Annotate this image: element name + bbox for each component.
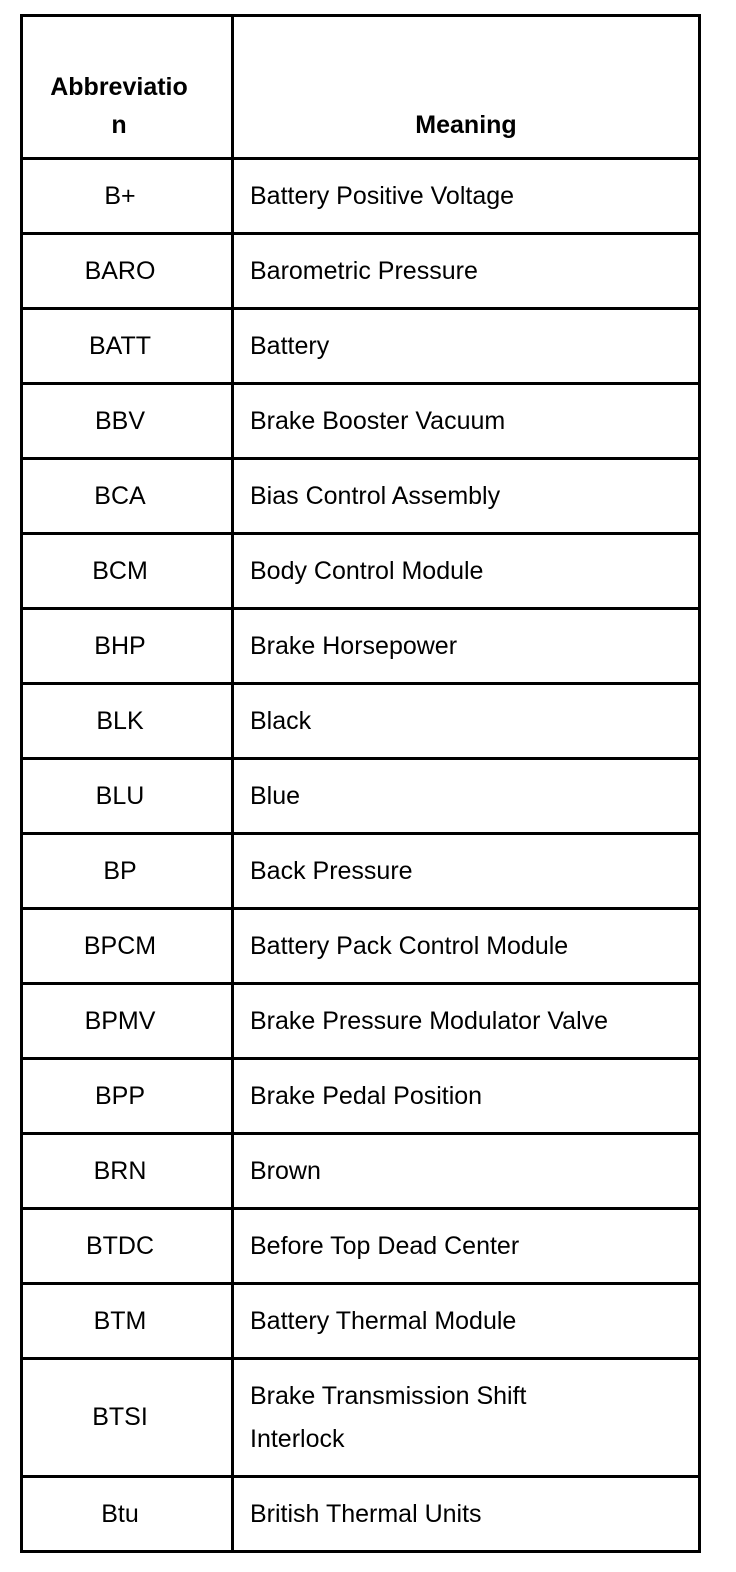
table-row — [22, 1477, 700, 1552]
abbreviation-cell: BTSI — [22, 1359, 233, 1477]
abbreviation-cell: BCA — [22, 459, 233, 534]
table-row — [22, 984, 700, 1059]
table-row — [22, 684, 700, 759]
abbreviation-cell: B+ — [22, 159, 233, 234]
abbreviation-cell: BTM — [22, 1284, 233, 1359]
table-header-row — [22, 16, 700, 159]
meaning-cell: Barometric Pressure — [233, 234, 700, 309]
abbreviation-cell: BPCM — [22, 909, 233, 984]
meaning-cell: Blue — [233, 759, 700, 834]
meaning-cell: Black — [233, 684, 700, 759]
meaning-cell: Brake Horsepower — [233, 609, 700, 684]
meaning-cell: Brake Pressure Modulator Valve — [233, 984, 700, 1059]
table-row — [22, 759, 700, 834]
meaning-column-header: Meaning — [233, 16, 700, 159]
meaning-cell: Battery Positive Voltage — [233, 159, 700, 234]
abbreviation-cell: BPMV — [22, 984, 233, 1059]
meaning-cell: Brake Pedal Position — [233, 1059, 700, 1134]
abbreviation-cell: BATT — [22, 309, 233, 384]
meaning-cell: Bias Control Assembly — [233, 459, 700, 534]
meaning-cell: Battery Pack Control Module — [233, 909, 700, 984]
meaning-cell: Brown — [233, 1134, 700, 1209]
abbreviation-cell: BCM — [22, 534, 233, 609]
table-row — [22, 909, 700, 984]
table-row — [22, 459, 700, 534]
abbreviation-cell: BP — [22, 834, 233, 909]
abbreviation-table — [20, 14, 701, 1553]
table-row — [22, 1134, 700, 1209]
table-row — [22, 384, 700, 459]
abbreviation-cell: BHP — [22, 609, 233, 684]
abbreviation-column-header: Abbreviation — [22, 16, 233, 159]
table-row — [22, 159, 700, 234]
abbreviation-cell: BRN — [22, 1134, 233, 1209]
meaning-cell: Battery — [233, 309, 700, 384]
meaning-cell: Body Control Module — [233, 534, 700, 609]
table-row — [22, 1359, 700, 1477]
table-row — [22, 834, 700, 909]
table-row — [22, 1059, 700, 1134]
table-row — [22, 234, 700, 309]
abbreviation-cell: BARO — [22, 234, 233, 309]
table-body — [22, 159, 700, 1552]
table-row — [22, 534, 700, 609]
table-row — [22, 1284, 700, 1359]
meaning-cell: Battery Thermal Module — [233, 1284, 700, 1359]
meaning-cell: Before Top Dead Center — [233, 1209, 700, 1284]
meaning-cell: Back Pressure — [233, 834, 700, 909]
meaning-cell: Brake Booster Vacuum — [233, 384, 700, 459]
abbreviation-cell: BLU — [22, 759, 233, 834]
table-row — [22, 309, 700, 384]
abbreviation-cell: Btu — [22, 1477, 233, 1552]
abbreviation-cell: BTDC — [22, 1209, 233, 1284]
meaning-cell: British Thermal Units — [233, 1477, 700, 1552]
table-row — [22, 609, 700, 684]
abbreviation-cell: BBV — [22, 384, 233, 459]
abbreviation-cell: BLK — [22, 684, 233, 759]
meaning-cell: Brake Transmission Shift Interlock — [233, 1359, 700, 1477]
table-row — [22, 1209, 700, 1284]
abbreviation-cell: BPP — [22, 1059, 233, 1134]
